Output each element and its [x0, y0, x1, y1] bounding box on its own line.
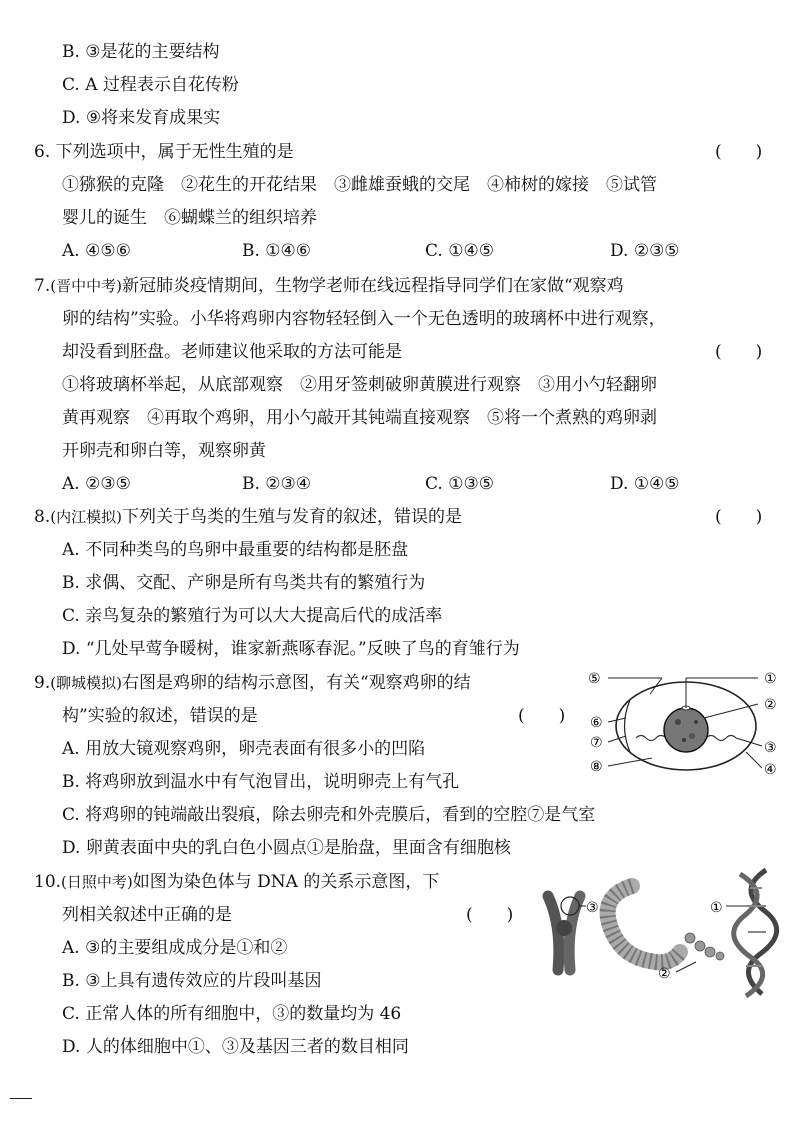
leader-line — [704, 704, 758, 718]
q9-option-a: A. 用放大镜观察鸡卵，卵壳表面有很多小的凹陷 — [62, 739, 426, 759]
q7-items-line1: ①将玻璃杯举起，从底部观察 ②用牙签刺破卵黄膜进行观察 ③用小勺轻翻卵 — [62, 375, 657, 395]
q10-stem-text1: 如图为染色体与 DNA 的关系示意图，下 — [132, 872, 440, 892]
q7-items-line2: 黄再观察 ④再取个鸡卵，用小勺敲开其钝端直接观察 ⑤将一个煮熟的鸡卵剥 — [62, 408, 657, 428]
leader-line — [608, 736, 626, 742]
q7-number: 7. — [34, 276, 51, 296]
q6-stem: 6. 下列选项中，属于无性生殖的是 — [34, 142, 294, 162]
q9-stem-line2: 构”实验的叙述，错误的是 — [62, 706, 258, 726]
egg-label-3: ③ — [764, 740, 777, 756]
q10-source-tag: (日照中考) — [61, 873, 133, 891]
q10-stem-line1 — [34, 870, 439, 894]
q6-items-line1: ①猕猴的克隆 ②花生的开花结果 ③雌雄蚕蛾的交尾 ④柿树的嫁接 ⑤试管 — [62, 175, 657, 195]
q7-items-line3: 开卵壳和卵白等，观察卵黄 — [62, 441, 266, 461]
chromosome — [548, 896, 580, 970]
q10-answer-bracket: ( ) — [466, 905, 514, 925]
q7-option-d: D. ①④⑤ — [610, 474, 680, 494]
q6-option-a: A. ④⑤⑥ — [62, 241, 131, 261]
q8-answer-bracket: ( ) — [715, 507, 763, 527]
page-footer-dash — [10, 1098, 32, 1099]
q9-option-c: C. 将鸡卵的钝端敲出裂痕，除去卵壳和外壳膜后，看到的空腔⑦是气室 — [62, 805, 596, 825]
coiled-chromatin — [608, 886, 680, 962]
q10-option-d: D. 人的体细胞中①、③及基因三者的数目相同 — [62, 1037, 409, 1057]
chalaza-right — [706, 736, 736, 741]
chalaza-left — [636, 736, 666, 741]
egg-label-8: ⑧ — [590, 759, 603, 775]
q6-items-line2: 婴儿的诞生 ⑥蝴蝶兰的组织培养 — [62, 208, 317, 228]
q10-stem-line2: 列相关叙述中正确的是 — [62, 905, 232, 925]
egg-label-4: ④ — [764, 762, 777, 778]
q7-stem-text1: 新冠肺炎疫情期间，生物学老师在线远程指导同学们在家做“观察鸡 — [121, 276, 624, 296]
chromosome-dna-diagram — [540, 866, 786, 1000]
q7-option-b: B. ②③④ — [242, 474, 312, 494]
q5-option-d: D. ⑨将来发育成果实 — [62, 108, 221, 128]
leader-line — [746, 752, 762, 768]
leader-line — [650, 678, 662, 694]
q8-number: 8. — [34, 507, 51, 527]
yolk — [664, 708, 708, 752]
q7-option-c: C. ①③⑤ — [425, 474, 494, 494]
q9-option-d: D. 卵黄表面中央的乳白色小圆点①是胎盘，里面含有细胞核 — [62, 838, 511, 858]
q8-stem-text: 下列关于鸟类的生殖与发育的叙述，错误的是 — [121, 507, 462, 527]
q9-source-tag: (聊城模拟) — [50, 674, 122, 692]
q8-option-b: B. 求偶、交配、产卵是所有鸟类共有的繁殖行为 — [62, 573, 426, 593]
q9-answer-bracket: ( ) — [518, 706, 566, 726]
q7-source-tag: (晋中中考) — [50, 277, 122, 295]
yolk-texture — [682, 738, 686, 742]
yolk-texture — [694, 720, 698, 724]
q5-option-c: C. A 过程表示自花传粉 — [62, 75, 239, 95]
q8-source-tag: (内江模拟) — [50, 508, 122, 526]
egg-label-2: ② — [764, 697, 777, 713]
q5-option-b: B. ③是花的主要结构 — [62, 42, 220, 62]
q9-stem-text1: 右图是鸡卵的结构示意图，有关“观察鸡卵的结 — [121, 673, 471, 693]
egg-label-5: ⑤ — [588, 671, 601, 687]
nucleosome-beads — [685, 933, 724, 960]
q9-stem-line1 — [34, 671, 471, 695]
q8-option-c: C. 亲鸟复杂的繁殖行为可以大大提高后代的成活率 — [62, 606, 443, 626]
yolk-texture — [689, 733, 695, 739]
q7-option-a: A. ②③⑤ — [62, 474, 131, 494]
q10-option-b: B. ③上具有遗传效应的片段叫基因 — [62, 971, 322, 991]
q10-number: 10. — [34, 872, 62, 892]
q6-option-b: B. ①④⑥ — [242, 241, 312, 261]
q10-option-c: C. 正常人体的所有细胞中，③的数量均为 46 — [62, 1004, 402, 1024]
q6-answer-bracket: ( ) — [715, 142, 763, 162]
yolk-texture — [675, 719, 681, 725]
egg-label-7: ⑦ — [590, 735, 603, 751]
q7-answer-bracket: ( ) — [715, 342, 763, 362]
dna-label-2: ② — [658, 966, 671, 982]
q8-option-d: D. “几处早莺争暖树，谁家新燕啄春泥。”反映了鸟的育雏行为 — [62, 639, 520, 659]
q6-option-d: D. ②③⑤ — [610, 241, 680, 261]
egg-structure-diagram — [586, 666, 786, 784]
dna-label-1: ① — [710, 900, 723, 916]
egg-label-1: ① — [764, 671, 777, 687]
q7-stem-line1 — [34, 274, 624, 298]
q10-option-a: A. ③的主要组成成分是①和② — [62, 938, 288, 958]
q9-number: 9. — [34, 673, 51, 693]
air-chamber-line — [625, 700, 631, 752]
egg-label-6: ⑥ — [590, 715, 603, 731]
dna-label-3: ③ — [586, 900, 599, 916]
q7-stem-line2: 卵的结构”实验。小华将鸡卵内容物轻轻倒入一个无色透明的玻璃杯中进行观察， — [62, 309, 666, 329]
q8-stem — [34, 505, 462, 529]
q8-option-a: A. 不同种类鸟的鸟卵中最重要的结构都是胚盘 — [62, 540, 409, 560]
dna-double-helix — [734, 870, 777, 996]
q9-option-b: B. 将鸡卵放到温水中有气泡冒出，说明卵壳上有气孔 — [62, 772, 460, 792]
q6-option-c: C. ①④⑤ — [425, 241, 494, 261]
q7-stem-line3: 却没看到胚盘。老师建议他采取的方法可能是 — [62, 342, 402, 362]
